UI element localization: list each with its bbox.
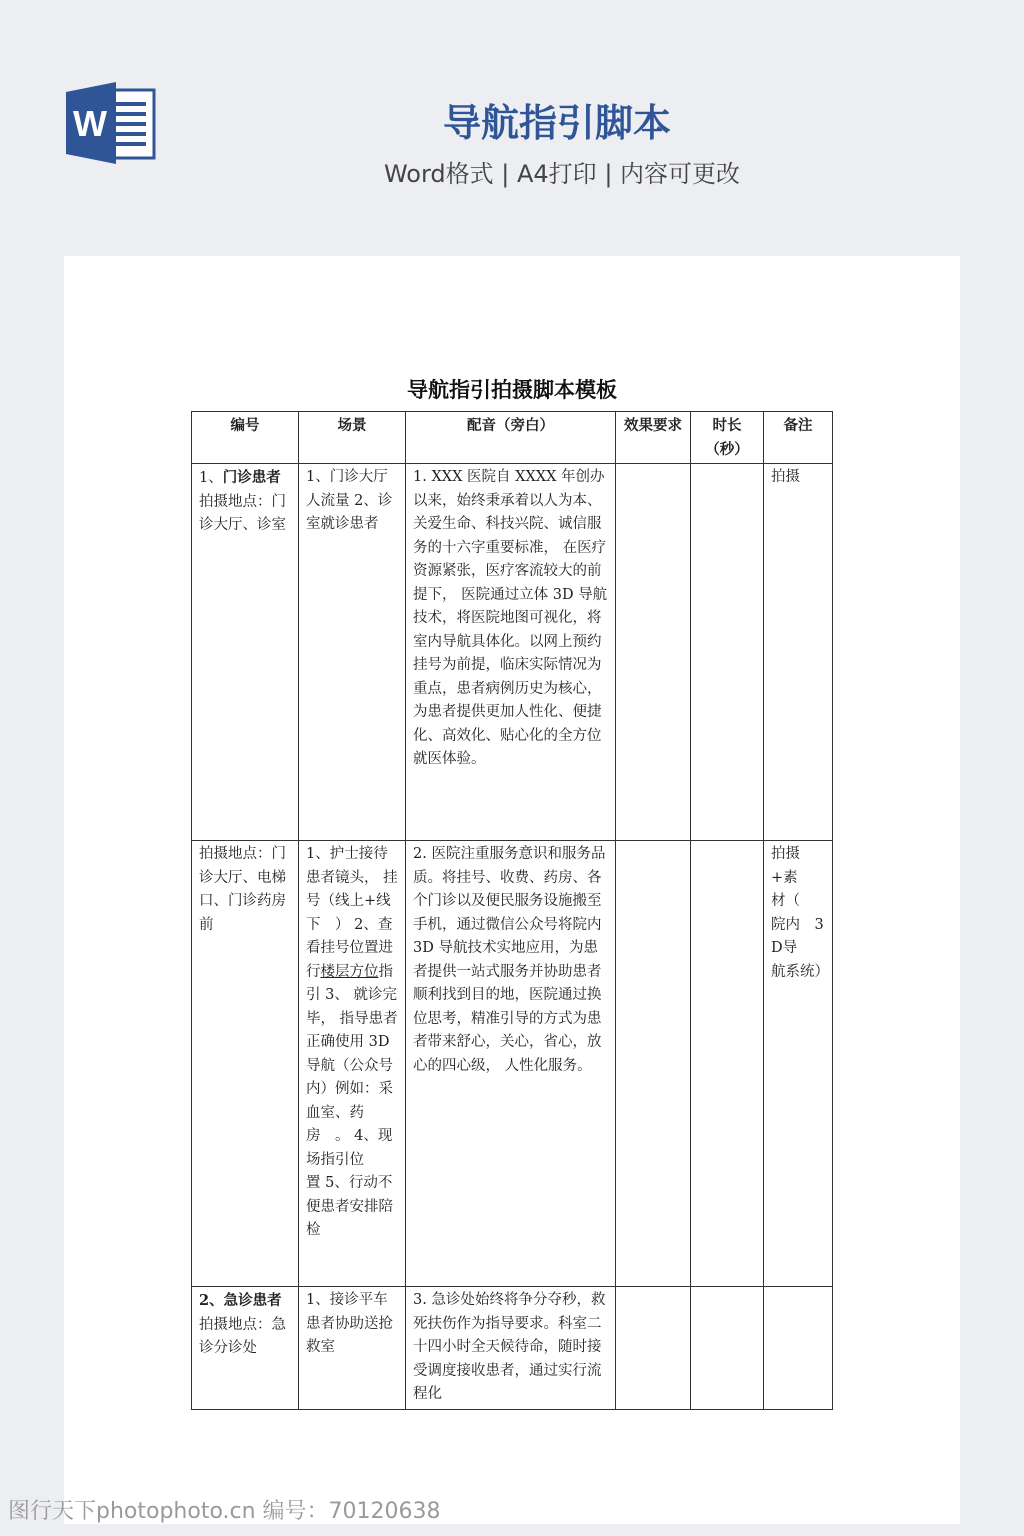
cell-id [192, 1287, 299, 1410]
cell-note: 拍摄+素 材（ 院内 3D导 航系统） [764, 841, 833, 1287]
row-location: 拍摄地点：门诊大厅、诊室 [199, 493, 286, 533]
table-row [192, 1287, 833, 1410]
cell-effect [616, 464, 691, 841]
row-prefix: 1、 [199, 470, 223, 486]
row-location: 拍摄地点：急诊分诊处 [199, 1316, 286, 1356]
document-sheet [64, 256, 960, 1524]
word-icon-letter: W [73, 103, 107, 144]
page-subtitle: Word格式 | A4打印 | 内容可更改 [383, 160, 741, 188]
column-header: 效果要求 [616, 412, 691, 464]
cell-duration [691, 464, 764, 841]
cell-voiceover: 1. XXX 医院自 XXXX 年创办以来，始终秉承着以人为本、关爱生命、科技兴院、诚信服务的十六字重要标准， 在医疗资源紧张，医疗客流较大的前提下， 医院通过立体 3D 导航技术，将医院地图可视化，将室内导航具体化。以网上预约挂号为前提，临床实际情况为重点，患者病例历史为核心，为患者提供更加人性化、便捷化、高效化、贴心化的全方位就医体验。 [406, 464, 616, 841]
cell-voiceover: 2. 医院注重服务意识和服务品质。将挂号、收费、药房、各个门诊以及便民服务设施搬至手机，通过微信公众号将院内 3D 导航技术实地应用，为患者提供一站式服务并协助患者顺利找到目的地，医院通过换位思考，精准引导的方式为患者带来舒心，关心，省心，放心的四心级， 人性化服务。 [406, 841, 616, 1287]
table-row [192, 464, 833, 841]
column-header: 时长（秒） [691, 412, 764, 464]
column-header: 配音（旁白） [406, 412, 616, 464]
cell-scene [299, 841, 406, 1287]
scene-text: 指引 3、 就诊完毕， 指导患者正确使用 3D 导航（公众号内）例如：采血室、药 房 。 4、现场指引位 置 5、行动不便患者安排陪检 [306, 963, 398, 1238]
script-table [191, 411, 833, 1410]
cell-id [192, 464, 299, 841]
cell-voiceover: 3. 急诊处始终将争分夺秒，救死扶伤作为指导要求。科室二十四小时全天候待命，随时接受调度接收患者，通过实行流程化 [406, 1287, 616, 1410]
row-heading: 门诊患者 [222, 469, 281, 486]
column-header: 备注 [764, 412, 833, 464]
column-header: 编号 [192, 412, 299, 464]
cell-duration [691, 841, 764, 1287]
column-header: 场景 [299, 412, 406, 464]
cell-effect [616, 1287, 691, 1410]
scene-text: 1、护士接待患者镜头， 挂号（线上+线 下 ） 2、查看挂号位置进行 [306, 846, 406, 980]
watermark: 图行天下photophoto.cn 编号：70120638 [8, 1499, 441, 1524]
scene-underlined-text: 楼层方位 [320, 963, 379, 980]
cell-scene: 1、接诊平车患者协助送抢救室 [299, 1287, 406, 1410]
table-header-row [192, 412, 833, 464]
cell-effect [616, 841, 691, 1287]
page-title: 导航指引脚本 [442, 101, 671, 145]
cell-note [764, 1287, 833, 1410]
document-title: 导航指引拍摄脚本模板 [407, 378, 617, 402]
cell-note: 拍摄 [764, 464, 833, 841]
row-heading: 急诊患者 [223, 1292, 282, 1309]
cell-duration [691, 1287, 764, 1410]
cell-scene: 1、门诊大厅人流量 2、诊室就诊患者 [299, 464, 406, 841]
cell-id: 拍摄地点：门诊大厅、电梯口、门诊药房前 [192, 841, 299, 1287]
table-row [192, 841, 833, 1287]
row-prefix: 2、 [199, 1292, 224, 1309]
